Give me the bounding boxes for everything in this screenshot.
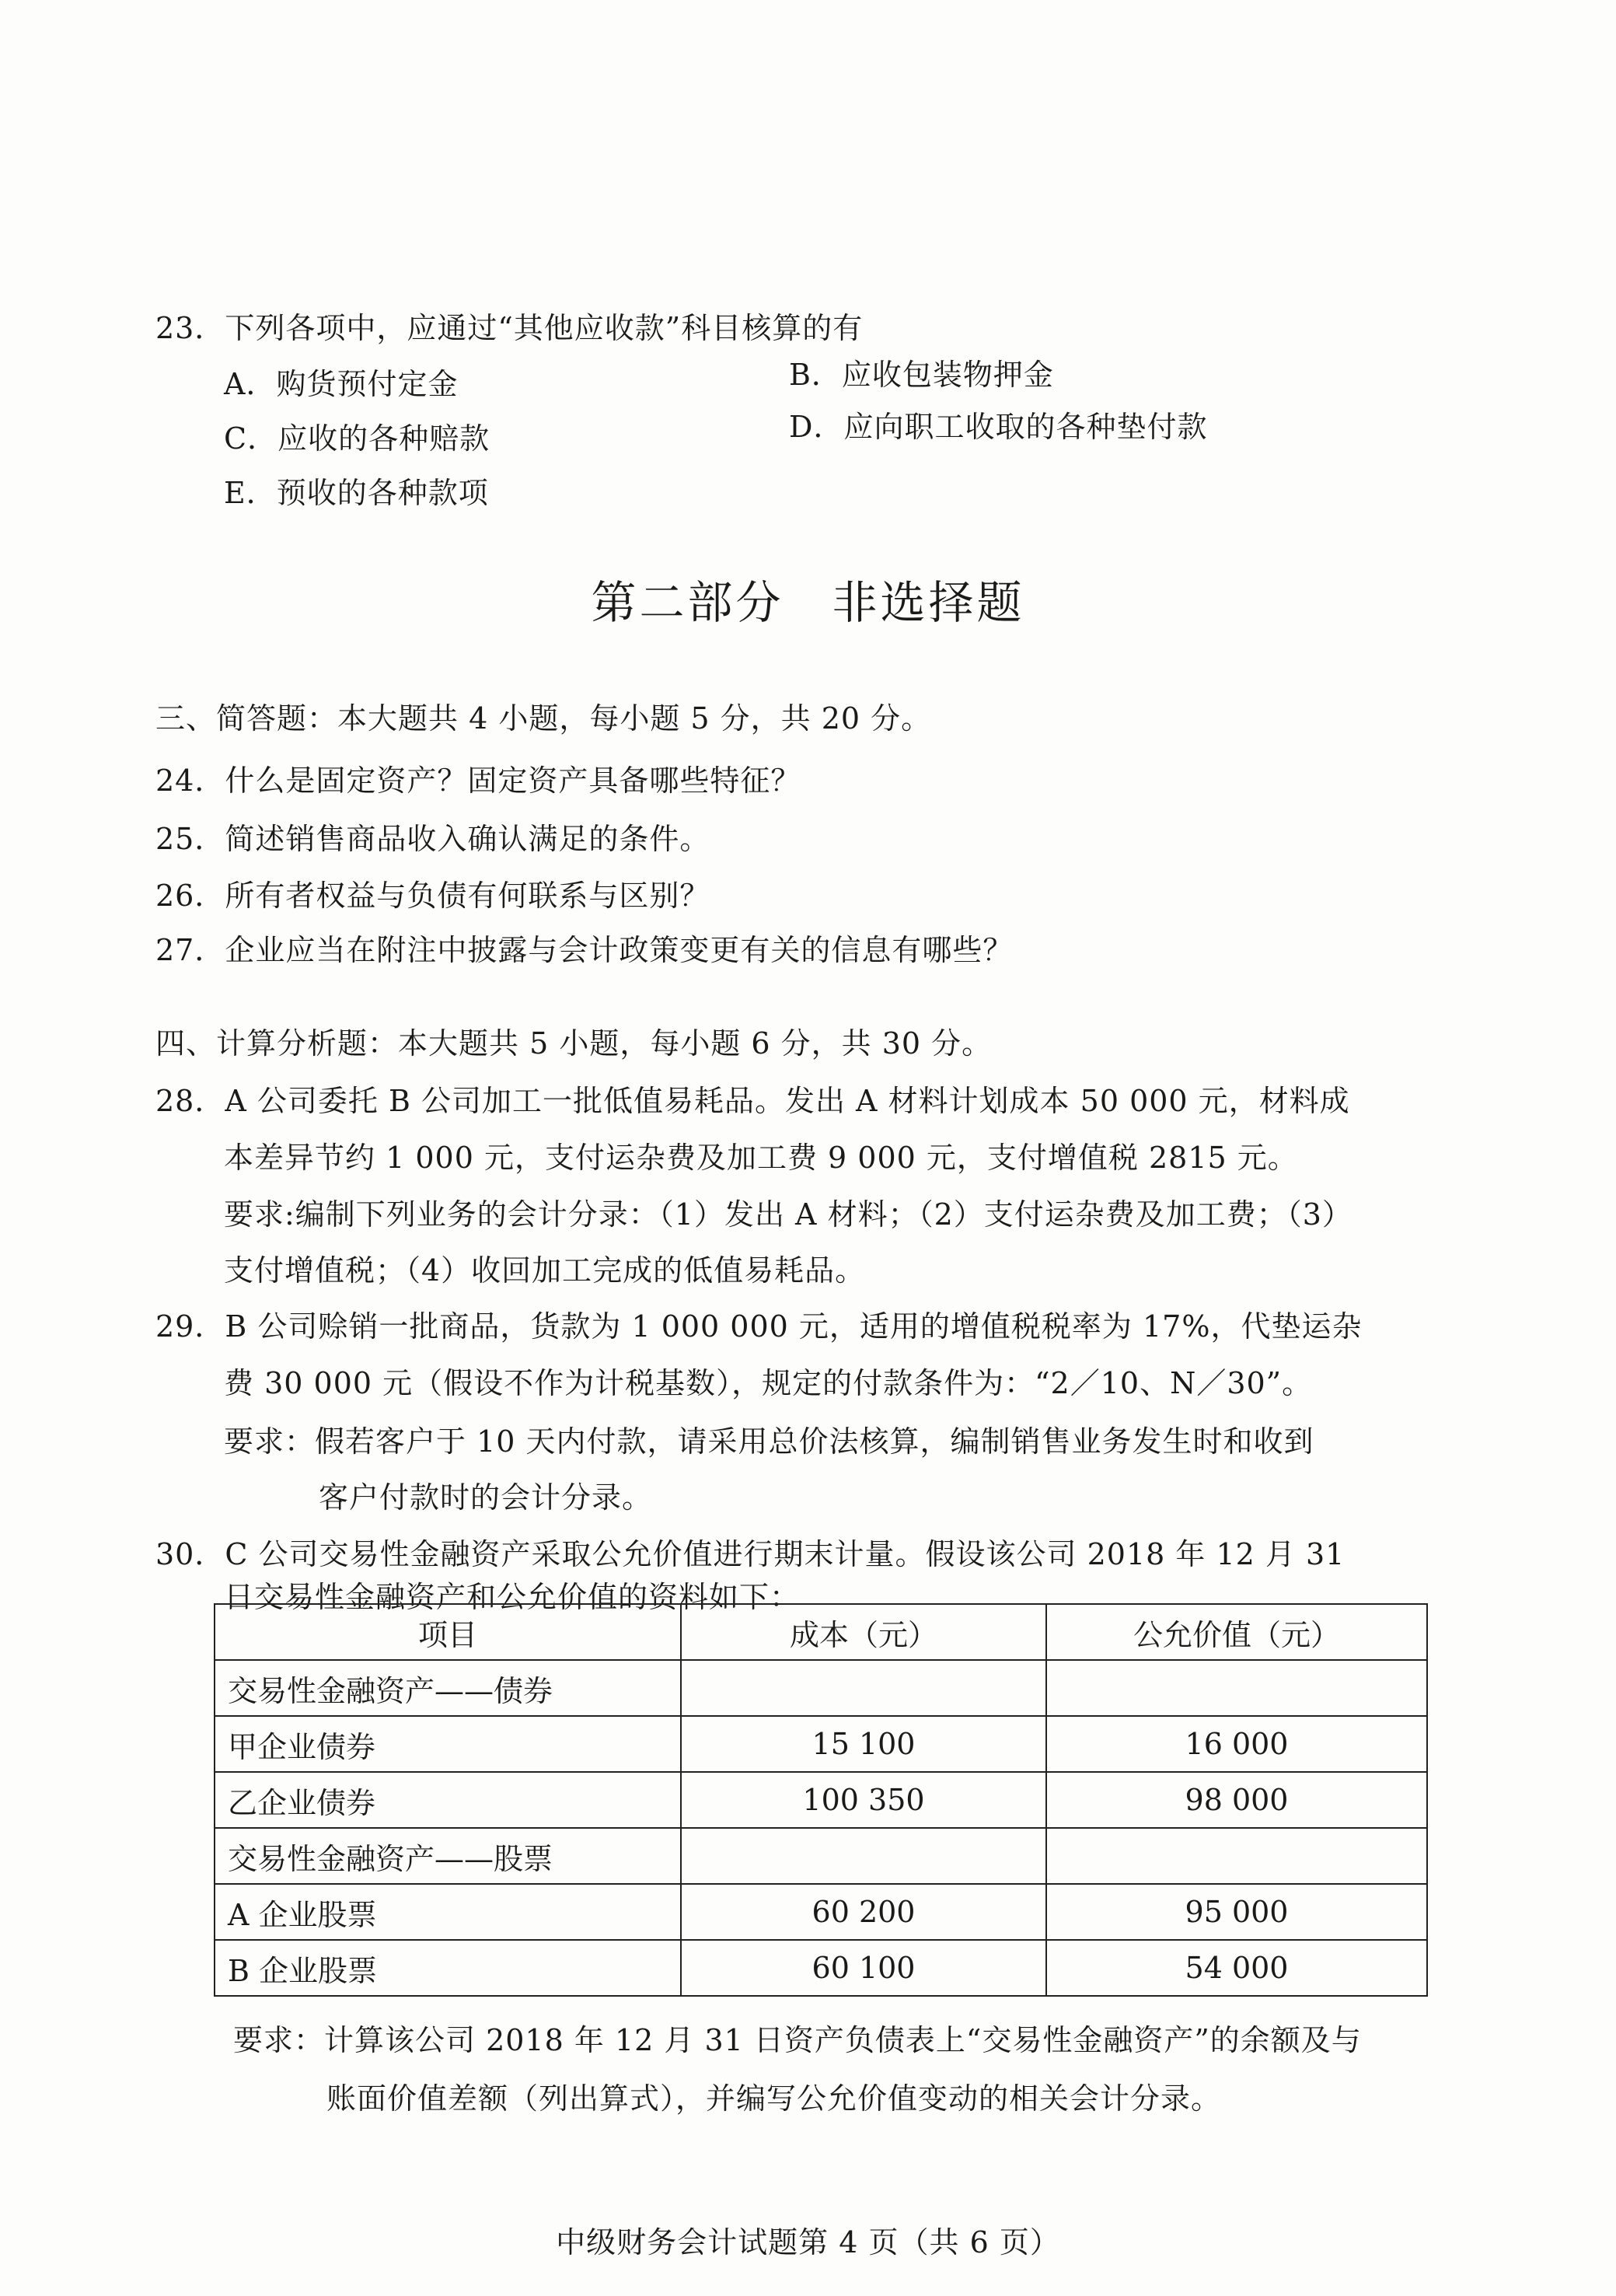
table-row bbox=[215, 1772, 1427, 1828]
table-cell-item: 交易性金融资产——债券 bbox=[215, 1660, 681, 1716]
q23-option-e: E．预收的各种款项 bbox=[224, 476, 489, 510]
table-header-fair-value: 公允价值（元） bbox=[1046, 1604, 1427, 1660]
table-row bbox=[215, 1828, 1427, 1884]
section4-header: 四、计算分析题：本大题共 5 小题，每小题 6 分，共 30 分。 bbox=[155, 1026, 993, 1061]
q23-option-b: B．应收包装物押金 bbox=[789, 358, 1054, 392]
table-cell-item: B 企业股票 bbox=[215, 1940, 681, 1996]
table-cell-cost: 60 200 bbox=[681, 1884, 1046, 1940]
table-header-cost: 成本（元） bbox=[681, 1604, 1046, 1660]
q24: 24．什么是固定资产？固定资产具备哪些特征？ bbox=[155, 764, 801, 798]
table-row bbox=[215, 1660, 1427, 1716]
table-cell-fair-value bbox=[1046, 1660, 1427, 1716]
table-cell-fair-value: 98 000 bbox=[1046, 1772, 1427, 1828]
section3-header: 三、简答题：本大题共 4 小题，每小题 5 分，共 20 分。 bbox=[155, 701, 932, 736]
q23-option-d: D．应向职工收取的各种垫付款 bbox=[789, 410, 1208, 444]
q28-line1: 28．A 公司委托 B 公司加工一批低值易耗品。发出 A 材料计划成本 50 000 元，材料成 bbox=[155, 1084, 1350, 1118]
table-row bbox=[215, 1884, 1427, 1940]
q28-line3: 要求:编制下列业务的会计分录：（1）发出 A 材料；（2）支付运杂费及加工费；（3） bbox=[224, 1197, 1352, 1232]
table-cell-item: 乙企业债券 bbox=[215, 1772, 681, 1828]
q29-line2: 费 30 000 元（假设不作为计税基数），规定的付款条件为：“2／10、N／30”。 bbox=[224, 1366, 1313, 1400]
table-cell-item: A 企业股票 bbox=[215, 1884, 681, 1940]
q27: 27．企业应当在附注中披露与会计政策变更有关的信息有哪些？ bbox=[155, 933, 1014, 967]
fair-value-table bbox=[214, 1603, 1428, 1997]
q30-requirement-line1: 要求：计算该公司 2018 年 12 月 31 日资产负债表上“交易性金融资产”的余额及与 bbox=[233, 2023, 1362, 2057]
q30-line2: 日交易性金融资产和公允价值的资料如下： bbox=[224, 1580, 801, 1614]
table-row bbox=[215, 1716, 1427, 1772]
q23-stem: 23．下列各项中，应通过“其他应收款”科目核算的有 bbox=[155, 311, 864, 345]
q26: 26．所有者权益与负债有何联系与区别？ bbox=[155, 879, 710, 913]
q30-requirement-line2: 账面价值差额（列出算式），并编写公允价值变动的相关会计分录。 bbox=[326, 2081, 1222, 2116]
q23-option-a: A．购货预付定金 bbox=[224, 367, 459, 401]
table-cell-fair-value: 95 000 bbox=[1046, 1884, 1427, 1940]
table-cell-cost: 100 350 bbox=[681, 1772, 1046, 1828]
q23-option-c: C．应收的各种赔款 bbox=[224, 421, 490, 456]
q29-line3: 要求：假若客户于 10 天内付款，请采用总价法核算，编制销售业务发生时和收到 bbox=[224, 1424, 1314, 1459]
table-cell-fair-value: 54 000 bbox=[1046, 1940, 1427, 1996]
table-cell-cost: 15 100 bbox=[681, 1716, 1046, 1772]
table-cell-item: 甲企业债券 bbox=[215, 1716, 681, 1772]
q29-line1: 29．B 公司赊销一批商品，货款为 1 000 000 元，适用的增值税税率为 17%，代垫运杂 bbox=[155, 1309, 1363, 1344]
table-header-row bbox=[215, 1604, 1427, 1660]
table-cell-fair-value: 16 000 bbox=[1046, 1716, 1427, 1772]
table-cell-fair-value bbox=[1046, 1828, 1427, 1884]
table-header-item: 项目 bbox=[215, 1604, 681, 1660]
table-row bbox=[215, 1940, 1427, 1996]
table-cell-cost bbox=[681, 1660, 1046, 1716]
q30-line1: 30．C 公司交易性金融资产采取公允价值进行期末计量。假设该公司 2018 年 12 月 31 bbox=[155, 1537, 1346, 1571]
q29-line4: 客户付款时的会计分录。 bbox=[319, 1480, 653, 1515]
q28-line2: 本差异节约 1 000 元，支付运杂费及加工费 9 000 元，支付增值税 2815 元。 bbox=[224, 1141, 1298, 1175]
table-cell-item: 交易性金融资产——股票 bbox=[215, 1828, 681, 1884]
table-cell-cost bbox=[681, 1828, 1046, 1884]
q28-line4: 支付增值税；（4）收回加工完成的低值易耗品。 bbox=[224, 1253, 866, 1288]
table-cell-cost: 60 100 bbox=[681, 1940, 1046, 1996]
q25: 25．简述销售商品收入确认满足的条件。 bbox=[155, 822, 710, 856]
part-two-title: 第二部分 非选择题 bbox=[591, 576, 1025, 629]
page-footer: 中级财务会计试题第 4 页（共 6 页） bbox=[556, 2225, 1060, 2259]
